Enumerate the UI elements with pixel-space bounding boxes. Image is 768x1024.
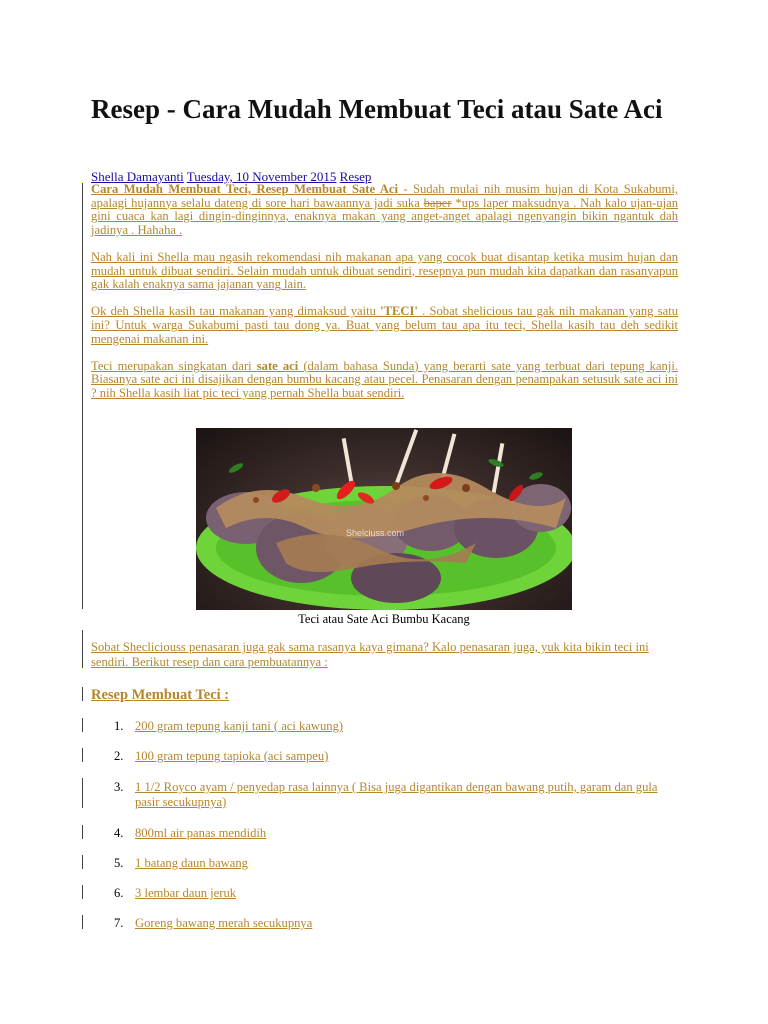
category-link[interactable]: Resep [339, 169, 372, 184]
ingredient-item: 1. 200 gram tepung kanji tani ( aci kawung) [114, 719, 344, 733]
ingredient-item: 4. 800ml air panas mendidih [114, 826, 267, 840]
paragraph-definition: Teci merupakan singkatan dari sate aci (dalam bahasa Sunda) yang berarti sate yang terbuat dari tepung kanji. Biasanya sate aci ini disajikan dengan bumbu kacang atau pecel. Penasaran dengan penampakan setusuk sate aci ini ? nih Shella kasih liat pic teci yang pernah Shella buat sendiri. [91, 358, 678, 400]
margin-bar [82, 630, 83, 668]
watermark: Shelciuss.com [346, 528, 405, 538]
paragraph-invite: Sobat Shecliciouss penasaran juga gak sama rasanya kaya gimana? Kalo penasaran juga, yuk kita bikin teci ini sendiri. Berikut resep dan cara pembuatannya : [91, 640, 649, 669]
ingredient-item: 2. 100 gram tepung tapioka (aci sampeu) [114, 749, 329, 763]
paragraph-recommendation: Nah kali ini Shella mau ngasih rekomendasi nih makanan apa yang cocok buat disantap ketika musim hujan dan mudah untuk dibuat sendiri. Selain mudah untuk dibuat sendiri, resepnya pun mudah kita dapatkan dan rasanyapun gak kalah enaknya sama jajanan yang lain. [91, 249, 678, 292]
margin-bar [82, 778, 83, 808]
recipe-heading: Resep Membuat Teci : [91, 687, 230, 703]
ingredient-item: 7. Goreng bawang merah secukupnya [114, 916, 313, 930]
article-body [91, 183, 678, 414]
page-title: Resep - Cara Mudah Membuat Teci atau Sate Aci [91, 94, 663, 124]
author-link[interactable]: Shella Damayanti [91, 169, 184, 184]
margin-bar [82, 183, 83, 609]
margin-bar [82, 915, 83, 929]
margin-bar [82, 825, 83, 839]
teci-photo [196, 428, 572, 610]
margin-bar [82, 885, 83, 899]
margin-bar [82, 855, 83, 869]
ingredient-item: 3. 1 1/2 Royco ayam / penyedap rasa lainnya ( Bisa juga digantikan dengan bawang putih, garam dan gula pasir secukupnya) [114, 780, 658, 809]
paragraph-teci: Ok deh Shella kasih tau makanan yang dimaksud yaitu 'TECI' . Sobat shelicious tau gak nih makanan yang satu ini? Untuk warga Sukabumi pasti tau dong ya. Buat yang belum tau apa itu teci, Shella kasih tau deh sedikit mengenai makanan ini. [91, 304, 678, 346]
paragraph-intro: Cara Mudah Membuat Teci, Resep Membuat Sate Aci - Sudah mulai nih musim hujan di Kota Sukabumi, apalagi hujannya selalu dateng di sore hari bawaannya jadi suka baper *ups laper maksudnya . Nah kalo ujan-ujan gini cuaca kan lagi dingin-dinginnya, enaknya makan yang anget-anget apalagi ngenyangin bikin ngantuk dah jadinya . Hahaha . [91, 182, 679, 237]
image-caption: Teci atau Sate Aci Bumbu Kacang [298, 612, 470, 626]
ingredient-item: 5. 1 batang daun bawang [114, 856, 248, 870]
margin-bar [82, 718, 83, 732]
food-illustration [196, 428, 572, 610]
date-link[interactable]: Tuesday, 10 November 2015 [186, 169, 337, 184]
margin-bar [82, 748, 83, 762]
ingredient-item: 6. 3 lembar daun jeruk [114, 886, 237, 900]
margin-bar [82, 687, 83, 701]
